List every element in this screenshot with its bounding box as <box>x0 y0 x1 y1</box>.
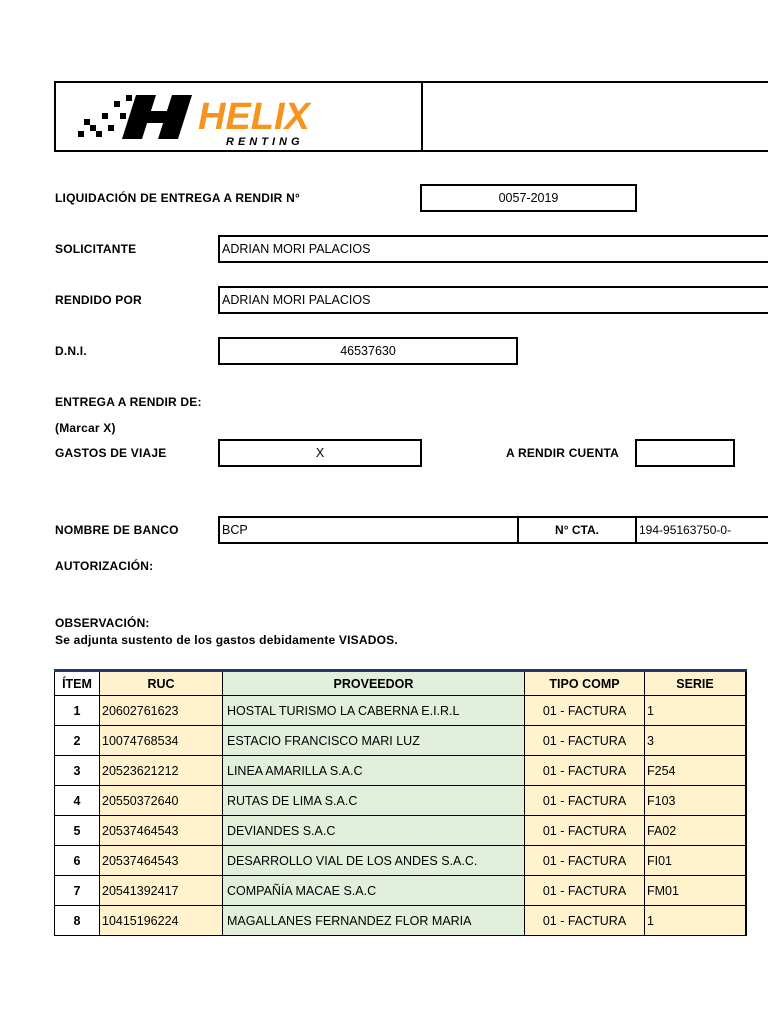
cell-ruc[interactable]: 20541392417 <box>100 876 223 906</box>
table-row <box>55 726 747 756</box>
header-tipo-comp: TIPO COMP <box>525 671 645 696</box>
document-header <box>54 81 768 152</box>
observacion-text: Se adjunta sustento de los gastos debidamente VISADOS. <box>55 633 398 647</box>
expenses-table <box>54 669 747 936</box>
table-row <box>55 876 747 906</box>
header-item: ÍTEM <box>55 671 100 696</box>
cell-proveedor[interactable]: DEVIANDES S.A.C <box>223 816 525 846</box>
cell-item: 1 <box>55 696 100 726</box>
cell-ruc[interactable]: 10074768534 <box>100 726 223 756</box>
cell-serie[interactable]: FA02 <box>645 816 747 846</box>
table-row <box>55 786 747 816</box>
autorizacion-label: AUTORIZACIÓN: <box>55 559 154 573</box>
cell-serie[interactable]: 1 <box>645 696 747 726</box>
cell-tipo-comp[interactable]: 01 - FACTURA <box>525 906 645 936</box>
banco-label: NOMBRE DE BANCO <box>55 523 179 537</box>
dni-label: D.N.I. <box>55 344 87 358</box>
cell-tipo-comp[interactable]: 01 - FACTURA <box>525 786 645 816</box>
h-monogram-icon <box>122 95 192 139</box>
cell-proveedor[interactable]: ESTACIO FRANCISCO MARI LUZ <box>223 726 525 756</box>
cell-serie[interactable]: FM01 <box>645 876 747 906</box>
cell-tipo-comp[interactable]: 01 - FACTURA <box>525 816 645 846</box>
rendido-por-label: RENDIDO POR <box>55 293 142 307</box>
cell-item: 2 <box>55 726 100 756</box>
observacion-label: OBSERVACIÓN: <box>55 616 150 630</box>
cell-item: 8 <box>55 906 100 936</box>
logo-brand-text: HELIX <box>198 96 310 138</box>
cell-serie[interactable]: F254 <box>645 756 747 786</box>
cell-tipo-comp[interactable]: 01 - FACTURA <box>525 756 645 786</box>
cell-ruc[interactable]: 20523621212 <box>100 756 223 786</box>
rendir-cuenta-checkbox[interactable] <box>635 439 735 467</box>
dni-field[interactable]: 46537630 <box>218 337 518 365</box>
table-header-row <box>55 671 747 696</box>
helix-logo <box>76 89 346 147</box>
cta-label: N° CTA. <box>517 516 637 544</box>
logo-sub-text: RENTING <box>226 136 304 147</box>
cell-ruc[interactable]: 20602761623 <box>100 696 223 726</box>
liquidacion-label: LIQUIDACIÓN DE ENTREGA A RENDIR N° <box>55 191 300 205</box>
cell-serie[interactable]: F103 <box>645 786 747 816</box>
cell-proveedor[interactable]: RUTAS DE LIMA S.A.C <box>223 786 525 816</box>
header-ruc: RUC <box>100 671 223 696</box>
gastos-viaje-label: GASTOS DE VIAJE <box>55 446 167 460</box>
cell-proveedor[interactable]: MAGALLANES FERNANDEZ FLOR MARIA <box>223 906 525 936</box>
table-row <box>55 816 747 846</box>
cell-tipo-comp[interactable]: 01 - FACTURA <box>525 876 645 906</box>
liquidacion-number-field[interactable]: 0057-2019 <box>420 184 637 212</box>
header-divider <box>421 83 423 150</box>
cell-proveedor[interactable]: COMPAÑÍA MACAE S.A.C <box>223 876 525 906</box>
header-proveedor: PROVEEDOR <box>223 671 525 696</box>
cell-item: 7 <box>55 876 100 906</box>
cell-tipo-comp[interactable]: 01 - FACTURA <box>525 726 645 756</box>
cell-item: 3 <box>55 756 100 786</box>
cell-item: 5 <box>55 816 100 846</box>
cell-serie[interactable]: 1 <box>645 906 747 936</box>
cell-proveedor[interactable]: HOSTAL TURISMO LA CABERNA E.I.R.L <box>223 696 525 726</box>
cell-serie[interactable]: 3 <box>645 726 747 756</box>
cell-tipo-comp[interactable]: 01 - FACTURA <box>525 696 645 726</box>
cell-ruc[interactable]: 10415196224 <box>100 906 223 936</box>
cell-proveedor[interactable]: LINEA AMARILLA S.A.C <box>223 756 525 786</box>
header-serie: SERIE <box>645 671 747 696</box>
solicitante-label: SOLICITANTE <box>55 242 137 256</box>
solicitante-field[interactable]: ADRIAN MORI PALACIOS <box>218 235 768 263</box>
marcar-label: (Marcar X) <box>55 421 116 435</box>
rendir-cuenta-label: A RENDIR CUENTA <box>506 446 619 460</box>
cell-tipo-comp[interactable]: 01 - FACTURA <box>525 846 645 876</box>
gastos-viaje-checkbox[interactable]: X <box>218 439 422 467</box>
cell-ruc[interactable]: 20537464543 <box>100 846 223 876</box>
table-row <box>55 906 747 936</box>
banco-field[interactable]: BCP <box>218 516 519 544</box>
cell-item: 6 <box>55 846 100 876</box>
cell-serie[interactable]: FI01 <box>645 846 747 876</box>
cell-ruc[interactable]: 20537464543 <box>100 816 223 846</box>
entrega-label: ENTREGA A RENDIR DE: <box>55 395 202 409</box>
table-row <box>55 756 747 786</box>
table-row <box>55 846 747 876</box>
cell-ruc[interactable]: 20550372640 <box>100 786 223 816</box>
cell-proveedor[interactable]: DESARROLLO VIAL DE LOS ANDES S.A.C. <box>223 846 525 876</box>
checkered-flag-icon <box>78 95 132 137</box>
table-row <box>55 696 747 726</box>
cta-field[interactable]: 194-95163750-0- <box>635 516 768 544</box>
cell-item: 4 <box>55 786 100 816</box>
rendido-por-field[interactable]: ADRIAN MORI PALACIOS <box>218 286 768 314</box>
